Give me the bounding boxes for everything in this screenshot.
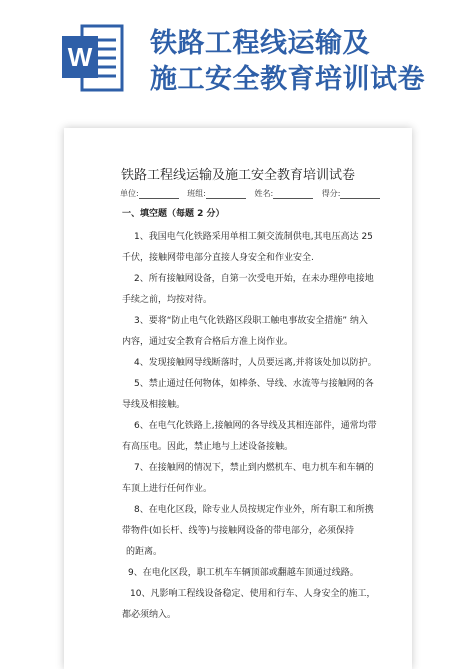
score-label: 得分: <box>321 189 341 198</box>
question-line: 5、禁止通过任何物体，如棒条、导线、水流等与接触网的各 <box>134 379 374 389</box>
document-page <box>64 128 412 669</box>
question-line: 车顶上进行任何作业。 <box>122 484 213 494</box>
question-line: 导线及相接触。 <box>122 400 186 410</box>
info-row <box>120 188 386 199</box>
question-line: 6、在电气化铁路上,接触网的各导线及其相连部件，通常均带 <box>134 421 377 431</box>
question-line: 手续之前，均按对待。 <box>122 295 213 305</box>
document-title: 铁路工程线运输及施工安全教育培训试卷 <box>120 168 355 183</box>
banner-title <box>150 26 472 98</box>
question-line: 有高压电。因此，禁止地与上述设备接触。 <box>122 442 294 452</box>
word-document-icon <box>62 22 124 94</box>
question-line: 带物件(如长杆、线等)与接触网设备的带电部分，必须保持 <box>122 526 355 536</box>
question-line: 千伏，接触网带电部分直接人身安全和作业安全. <box>122 253 314 263</box>
question-line: 9、在电化区段，职工机车车辆顶部或翻越车顶通过线路。 <box>128 568 359 578</box>
banner-title-line2: 施工安全教育培训试卷 <box>150 64 425 95</box>
name-label: 姓名: <box>254 189 274 198</box>
unit-blank <box>139 190 179 199</box>
question-line: 2、所有接触网设备，自第一次受电开始，在未办理停电接地 <box>134 274 374 284</box>
question-line: 10、凡影响工程线设备稳定、使用和行车、人身安全的施工， <box>130 589 376 599</box>
question-line: 的距离。 <box>126 547 163 557</box>
question-line: 3、要将“防止电气化铁路区段职工触电事故安全措施” 纳入 <box>134 316 368 326</box>
svg-text:W: W <box>67 42 93 72</box>
class-label: 班组: <box>187 189 206 198</box>
unit-label: 单位: <box>120 189 139 198</box>
score-blank <box>340 190 380 199</box>
question-line: 1、我国电气化铁路采用单相工频交流制供电,其电压高达 25 <box>134 232 373 242</box>
question-line: 都必须纳入。 <box>122 610 177 620</box>
class-blank <box>206 190 246 199</box>
section-heading: 一、填空题（每题 2 分） <box>122 209 225 219</box>
name-blank <box>273 190 313 199</box>
question-line: 8、在电化区段，除专业人员按规定作业外，所有职工和所携 <box>134 505 374 515</box>
question-line: 4、发现接触网导线断落时，人员要远离,并将该处加以防护。 <box>134 358 377 368</box>
question-line: 内容，通过安全教育合格后方准上岗作业。 <box>122 337 294 347</box>
banner-title-line1: 铁路工程线运输及 <box>150 28 370 59</box>
header-banner <box>0 0 474 130</box>
question-line: 7、在接触网的情况下，禁止到内燃机车、电力机车和车辆的 <box>134 463 374 473</box>
